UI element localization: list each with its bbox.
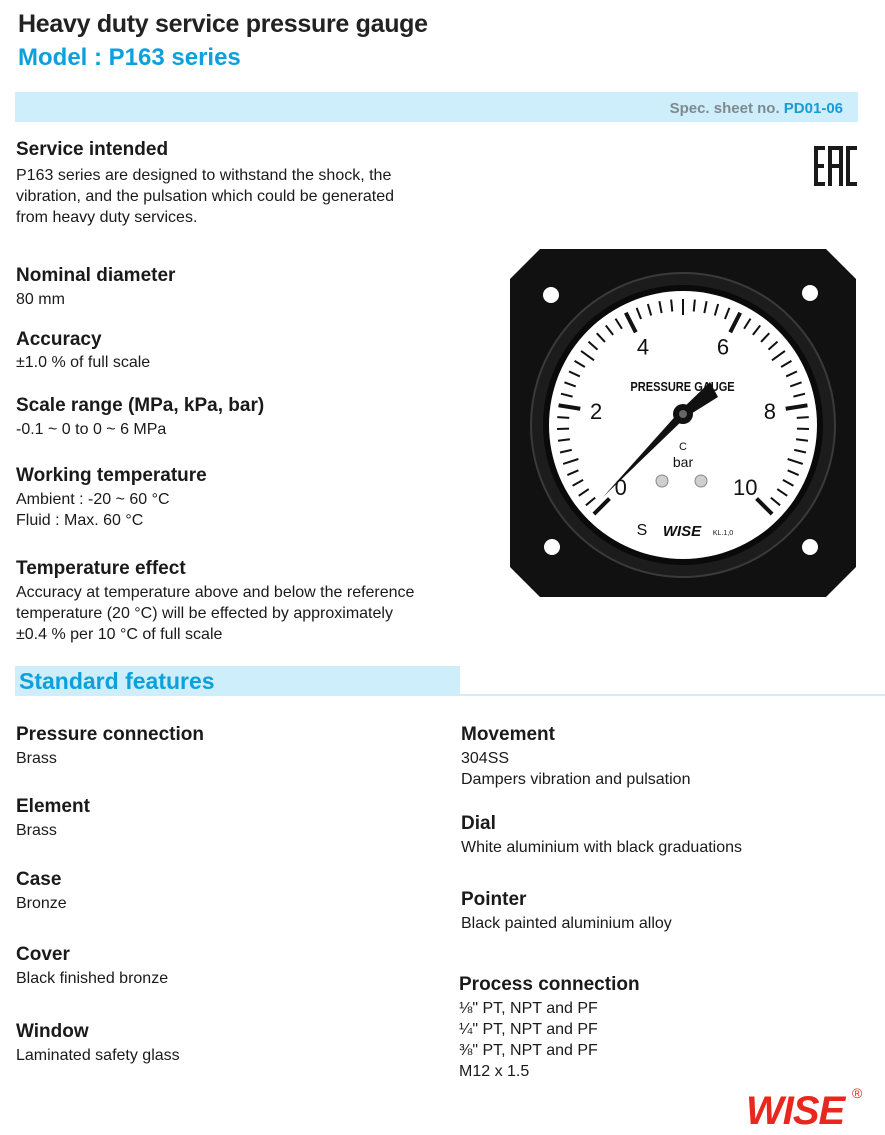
feature-heading-dial: Dial [461, 813, 496, 834]
eac-mark-icon [812, 142, 858, 190]
spec-text-temperature-effect [16, 582, 414, 645]
spec-heading-service: Service intended [16, 139, 169, 160]
scale-label: 2 [589, 399, 603, 425]
page-title: Heavy duty service pressure gauge [18, 10, 428, 38]
feature-heading-process-connection: Process connection [459, 974, 640, 995]
spec-line: vibration, and the pulsation which could be generated [16, 188, 395, 205]
spec-heading-diameter: Nominal diameter [16, 265, 176, 286]
gauge-pointer-hub-cap [679, 410, 687, 418]
gauge-unit: bar [672, 454, 694, 470]
feature-heading-pointer: Pointer [461, 889, 527, 910]
feature-line: Bronze [16, 895, 67, 912]
pressure-gauge-image [510, 249, 856, 597]
registered-mark: ® [852, 1085, 863, 1101]
mounting-hole [544, 539, 560, 555]
feature-line: Dampers vibration and pulsation [461, 771, 691, 788]
spec-heading-working-temperature: Working temperature [16, 465, 207, 486]
feature-line: Black finished bronze [16, 970, 169, 987]
minor-tick [694, 300, 695, 312]
feature-heading-movement: Movement [461, 724, 555, 745]
standard-features-title: Standard features [19, 668, 215, 694]
feature-line: 304SS [461, 750, 510, 767]
standard-features-rule [460, 694, 885, 696]
spec-line: 80 mm [16, 291, 65, 308]
spec-heading-accuracy: Accuracy [16, 329, 102, 350]
spec-line: P163 series are designed to withstand the shock, the [16, 167, 392, 184]
scale-label: 8 [763, 399, 777, 425]
feature-line: ¼" PT, NPT and PF [459, 1021, 598, 1038]
feature-heading-cover: Cover [16, 944, 70, 965]
scale-label: 0 [614, 475, 627, 501]
spec-heading-temperature-effect: Temperature effect [16, 558, 186, 579]
spec-text-service [16, 165, 394, 228]
mounting-hole [802, 539, 818, 555]
spec-line: -0.1 ~ 0 to 0 ~ 6 MPa [16, 421, 167, 438]
scale-label: 6 [716, 334, 730, 360]
feature-heading-case: Case [16, 869, 62, 890]
scale-label: 10 [732, 475, 758, 501]
spec-line: ±0.4 % per 10 °C of full scale [16, 626, 223, 643]
gauge-dial [549, 291, 817, 559]
wise-logo-text: WISE [746, 1089, 845, 1130]
gauge-mark-c: C [679, 441, 687, 453]
scale-label: 4 [636, 334, 650, 360]
mounting-hole [802, 285, 818, 301]
spec-line: temperature (20 °C) will be effected by approximately [16, 605, 393, 622]
spec-heading-scale-range: Scale range (MPa, kPa, bar) [16, 395, 265, 416]
feature-line: Laminated safety glass [16, 1047, 180, 1064]
feature-line: Black painted aluminium alloy [461, 915, 672, 932]
spec-sheet-label [670, 100, 843, 117]
dial-screw [656, 475, 668, 487]
mounting-hole [543, 287, 559, 303]
feature-heading-element: Element [16, 796, 90, 817]
feature-line: Brass [16, 822, 57, 839]
gauge-mark-s: S [636, 522, 648, 539]
spec-line: Ambient : -20 ~ 60 °C [16, 491, 170, 508]
spec-sheet-label-text: Spec. sheet no. [669, 100, 780, 117]
feature-heading-window: Window [16, 1021, 89, 1042]
model-name: Model : P163 series [18, 44, 241, 71]
feature-line: ⅜" PT, NPT and PF [459, 1042, 598, 1059]
feature-heading-pressure-connection: Pressure connection [16, 724, 204, 745]
minor-tick [671, 300, 672, 312]
spec-line: Accuracy at temperature above and below the reference [16, 584, 415, 601]
spec-sheet-number: PD01-06 [783, 100, 843, 117]
minor-tick [797, 417, 809, 418]
gauge-brand: WISE [662, 523, 702, 540]
feature-line: White aluminium with black graduations [461, 839, 743, 856]
feature-line: ⅛" PT, NPT and PF [459, 1000, 598, 1017]
feature-line: M12 x 1.5 [459, 1063, 530, 1080]
wise-logo [742, 1080, 872, 1130]
spec-line: ±1.0 % of full scale [16, 354, 151, 371]
gauge-class: KL.1,0 [712, 530, 734, 537]
feature-line: Brass [16, 750, 57, 767]
feature-text-process-connection [459, 998, 598, 1082]
spec-text-working-temperature [16, 489, 170, 531]
gauge-dial-text: PRESSURE GAUGE [630, 379, 735, 395]
spec-line: Fluid : Max. 60 °C [16, 512, 144, 529]
dial-screw [695, 475, 707, 487]
spec-line: from heavy duty services. [16, 209, 198, 226]
minor-tick [557, 417, 569, 418]
feature-text-movement [461, 748, 690, 790]
